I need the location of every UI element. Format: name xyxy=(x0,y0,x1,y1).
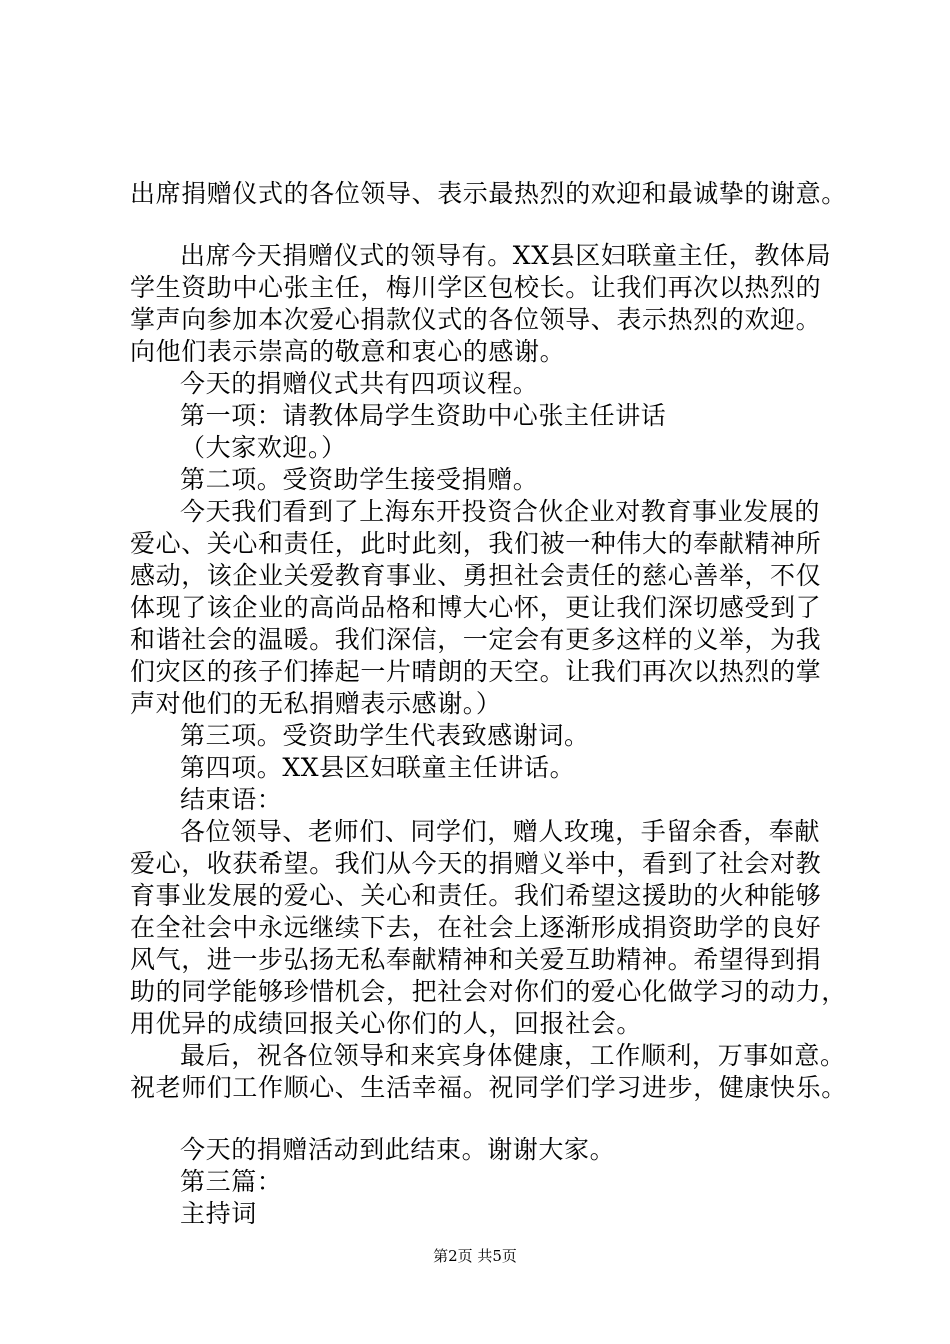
text-line: 育事业发展的爱心、关心和责任。我们希望这援助的火种能够 xyxy=(130,881,822,910)
text-line: 向他们表示崇高的敬意和衷心的感谢。 xyxy=(130,337,566,366)
text-line: 们灾区的孩子们捧起一片晴朗的天空。让我们再次以热烈的掌 xyxy=(130,657,822,686)
text-line: 各位领导、老师们、同学们，赠人玫瑰，手留余香，奉献 xyxy=(180,817,821,846)
text-line: 出席今天捐赠仪式的领导有。XX县区妇联童主任，教体局 xyxy=(180,241,832,270)
text-line: 第三项。受资助学生代表致感谢词。 xyxy=(180,721,590,750)
text-line: 助的同学能够珍惜机会，把社会对你们的爱心化做学习的动力， xyxy=(130,977,847,1006)
text-line: 最后，祝各位领导和来宾身体健康，工作顺利，万事如意。 xyxy=(180,1041,846,1070)
text-line: 第二项。受资助学生接受捐赠。 xyxy=(180,465,539,494)
text-line: 用优异的成绩回报关心你们的人，回报社会。 xyxy=(130,1009,643,1038)
text-line: 第三篇： xyxy=(180,1167,283,1196)
text-line: 第一项：请教体局学生资助中心张主任讲话 xyxy=(180,401,667,430)
text-line: 今天的捐赠仪式共有四项议程。 xyxy=(180,369,539,398)
text-line: 祝老师们工作顺心、生活幸福。祝同学们学习进步，健康快乐。 xyxy=(130,1073,847,1102)
text-line: 声对他们的无私捐赠表示感谢。） xyxy=(130,689,502,718)
text-line: 和谐社会的温暖。我们深信，一定会有更多这样的义举，为我 xyxy=(130,625,822,654)
text-line: 今天的捐赠活动到此结束。谢谢大家。 xyxy=(180,1135,616,1164)
text-line: 第四项。XX县区妇联童主任讲话。 xyxy=(180,753,576,782)
text-line: 学生资助中心张主任，梅川学区包校长。让我们再次以热烈的 xyxy=(130,273,822,302)
text-line: 主持词 xyxy=(180,1199,257,1228)
text-line: 爱心、关心和责任，此时此刻，我们被一种伟大的奉献精神所 xyxy=(130,529,822,558)
text-line: 体现了该企业的高尚品格和博大心怀，更让我们深切感受到了 xyxy=(130,593,822,622)
text-line: 结束语： xyxy=(180,785,283,814)
page-footer: 第2页 共5页 xyxy=(433,1247,517,1265)
text-line: （大家欢迎。） xyxy=(180,433,347,462)
text-line: 在全社会中永远继续下去，在社会上逐渐形成捐资助学的良好 xyxy=(130,913,822,942)
text-line: 风气，进一步弘扬无私奉献精神和关爱互助精神。希望得到捐 xyxy=(130,945,822,974)
text-line: 爱心，收获希望。我们从今天的捐赠义举中，看到了社会对教 xyxy=(130,849,822,878)
text-line: 今天我们看到了上海东开投资合伙企业对教育事业发展的 xyxy=(180,497,821,526)
text-line: 出席捐赠仪式的各位领导、表示最热烈的欢迎和最诚挚的谢意。 xyxy=(130,179,847,208)
text-line: 掌声向参加本次爱心捐款仪式的各位领导、表示热烈的欢迎。 xyxy=(130,305,822,334)
text-line: 感动，该企业关爱教育事业、勇担社会责任的慈心善举，不仅 xyxy=(130,561,822,590)
